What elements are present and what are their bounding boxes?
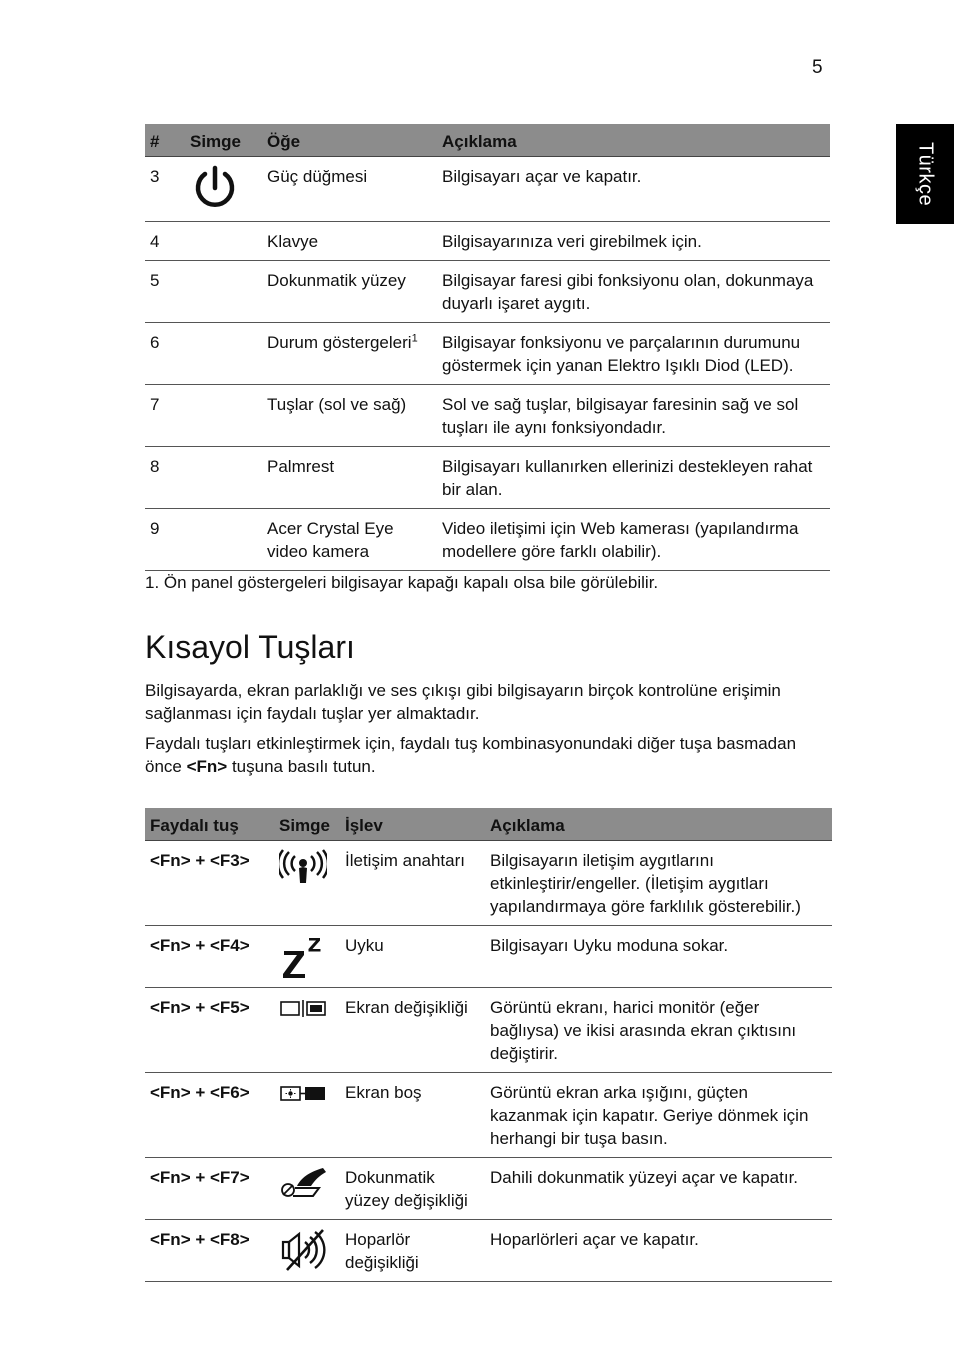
table-row [145, 1220, 832, 1282]
row-desc: Bilgisayarı Uyku moduna sokar. [485, 926, 832, 988]
hotkey: <Fn> + <F4> [145, 926, 274, 988]
row-item: Klavye [262, 222, 437, 261]
row-func: Ekran değişikliği [340, 988, 485, 1073]
touchpad-toggle-icon [279, 1166, 329, 1200]
row-desc: Video iletişimi için Web kamerası (yapılandırma modellere göre farklı olabilir). [437, 509, 830, 571]
row-icon-cell [185, 509, 262, 571]
header-icon: Simge [274, 808, 340, 841]
row-item: Güç düğmesi [262, 157, 437, 222]
table-row [145, 988, 832, 1073]
instruction-text-1: Faydalı tuşları etkinleştirmek için, faydalı tuş kombinasyonundaki diğer tuşa basmadan önce [145, 734, 797, 776]
language-tab [896, 124, 954, 224]
row-item-cell [262, 323, 437, 385]
wireless-icon [279, 849, 327, 889]
table-row [145, 1073, 832, 1158]
row-icon-cell [274, 988, 340, 1073]
hotkey: <Fn> + <F5> [145, 988, 274, 1073]
row-num: 5 [145, 261, 185, 323]
row-desc: Bilgisayar fonksiyonu ve parçalarının durumunu göstermek için yanan Elektro Işıklı Diod (LED). [437, 323, 830, 385]
row-desc: Bilgisayarınıza veri girebilmek için. [437, 222, 830, 261]
table-row [145, 385, 830, 447]
header-desc: Açıklama [437, 124, 830, 157]
row-num: 9 [145, 509, 185, 571]
hotkey: <Fn> + <F6> [145, 1073, 274, 1158]
row-func: Uyku [340, 926, 485, 988]
intro-paragraph: Bilgisayarda, ekran parlaklığı ve ses çıkışı gibi bilgisayarın birçok kontrolüne erişimin sağlanması için faydalı tuşlar yer almaktadır. [145, 681, 781, 723]
table-row [145, 157, 830, 222]
row-func: Dokunmatik yüzey değişikliği [340, 1158, 485, 1220]
row-desc: Dahili dokunmatik yüzeyi açar ve kapatır. [485, 1158, 832, 1220]
row-desc: Sol ve sağ tuşlar, bilgisayar faresinin sağ ve sol tuşları ile aynı fonksiyondadır. [437, 385, 830, 447]
display-toggle-icon [279, 996, 329, 1018]
row-func: Hoparlör değişikliği [340, 1220, 485, 1282]
row-icon-cell [185, 157, 262, 222]
row-func: Ekran boş [340, 1073, 485, 1158]
row-num: 8 [145, 447, 185, 509]
row-num: 4 [145, 222, 185, 261]
row-num: 7 [145, 385, 185, 447]
table-row [145, 841, 832, 926]
row-desc: Bilgisayar faresi gibi fonksiyonu olan, dokunmaya duyarlı işaret aygıtı. [437, 261, 830, 323]
instruction-text-2: tuşuna basılı tutun. [227, 757, 376, 776]
row-icon-cell [185, 261, 262, 323]
row-icon-cell [274, 1073, 340, 1158]
row-desc: Görüntü ekranı, harici monitör (eğer bağlıysa) ve ikisi arasında ekran çıktısını değiştirir. [485, 988, 832, 1073]
footnote: 1. Ön panel göstergeleri bilgisayar kapağı kapalı olsa bile görülebilir. [145, 573, 659, 592]
table-row [145, 509, 830, 571]
components-table [145, 124, 830, 571]
header-item: Öğe [262, 124, 437, 157]
language-tab-label: Türkçe [914, 141, 937, 207]
header-icon: Simge [185, 124, 262, 157]
footnote-marker: 1 [411, 332, 418, 345]
row-icon-cell [185, 385, 262, 447]
table-row [145, 926, 832, 988]
header-desc: Açıklama [485, 808, 832, 841]
hotkey: <Fn> + <F8> [145, 1220, 274, 1282]
row-item: Palmrest [262, 447, 437, 509]
row-icon-cell [274, 841, 340, 926]
row-icon-cell [274, 1220, 340, 1282]
row-item: Tuşlar (sol ve sağ) [262, 385, 437, 447]
table-row [145, 1158, 832, 1220]
section-title: Kısayol Tuşları [145, 629, 355, 665]
header-key: Faydalı tuş [145, 808, 274, 841]
row-item: Acer Crystal Eye video kamera [262, 509, 437, 571]
speaker-toggle-icon [279, 1228, 329, 1272]
table-row [145, 222, 830, 261]
sleep-icon [279, 934, 327, 980]
row-icon-cell [274, 926, 340, 988]
fn-key-label: <Fn> [186, 757, 228, 776]
table-row [145, 447, 830, 509]
row-icon-cell [274, 1158, 340, 1220]
row-icon-cell [185, 323, 262, 385]
row-desc: Bilgisayarı açar ve kapatır. [437, 157, 830, 222]
page-number: 5 [812, 57, 823, 78]
row-num: 3 [145, 157, 185, 222]
table-row [145, 323, 830, 385]
row-icon-cell [185, 222, 262, 261]
header-func: İşlev [340, 808, 485, 841]
screen-blank-icon [279, 1081, 329, 1103]
row-desc: Hoparlörleri açar ve kapatır. [485, 1220, 832, 1282]
power-icon [190, 164, 240, 214]
hotkey: <Fn> + <F3> [145, 841, 274, 926]
row-desc: Görüntü ekran arka ışığını, güçten kazanmak için kapatır. Geriye dönmek için herhangi bir tuşa basın. [485, 1073, 832, 1158]
row-desc: Bilgisayarın iletişim aygıtlarını etkinleştirir/engeller. (İletişim aygıtları yapılandırmaya göre farklılık gösterebilir.) [485, 841, 832, 926]
hotkey: <Fn> + <F7> [145, 1158, 274, 1220]
row-icon-cell [185, 447, 262, 509]
header-num: # [145, 124, 185, 157]
row-item: Durum göstergeleri [267, 333, 412, 352]
row-num: 6 [145, 323, 185, 385]
hotkeys-table [145, 808, 832, 1282]
table-row [145, 261, 830, 323]
table-header-row [145, 808, 832, 841]
row-desc: Bilgisayarı kullanırken ellerinizi destekleyen rahat bir alan. [437, 447, 830, 509]
instruction-paragraph [145, 732, 835, 778]
row-item: Dokunmatik yüzey [262, 261, 437, 323]
row-func: İletişim anahtarı [340, 841, 485, 926]
table-header-row [145, 124, 830, 157]
